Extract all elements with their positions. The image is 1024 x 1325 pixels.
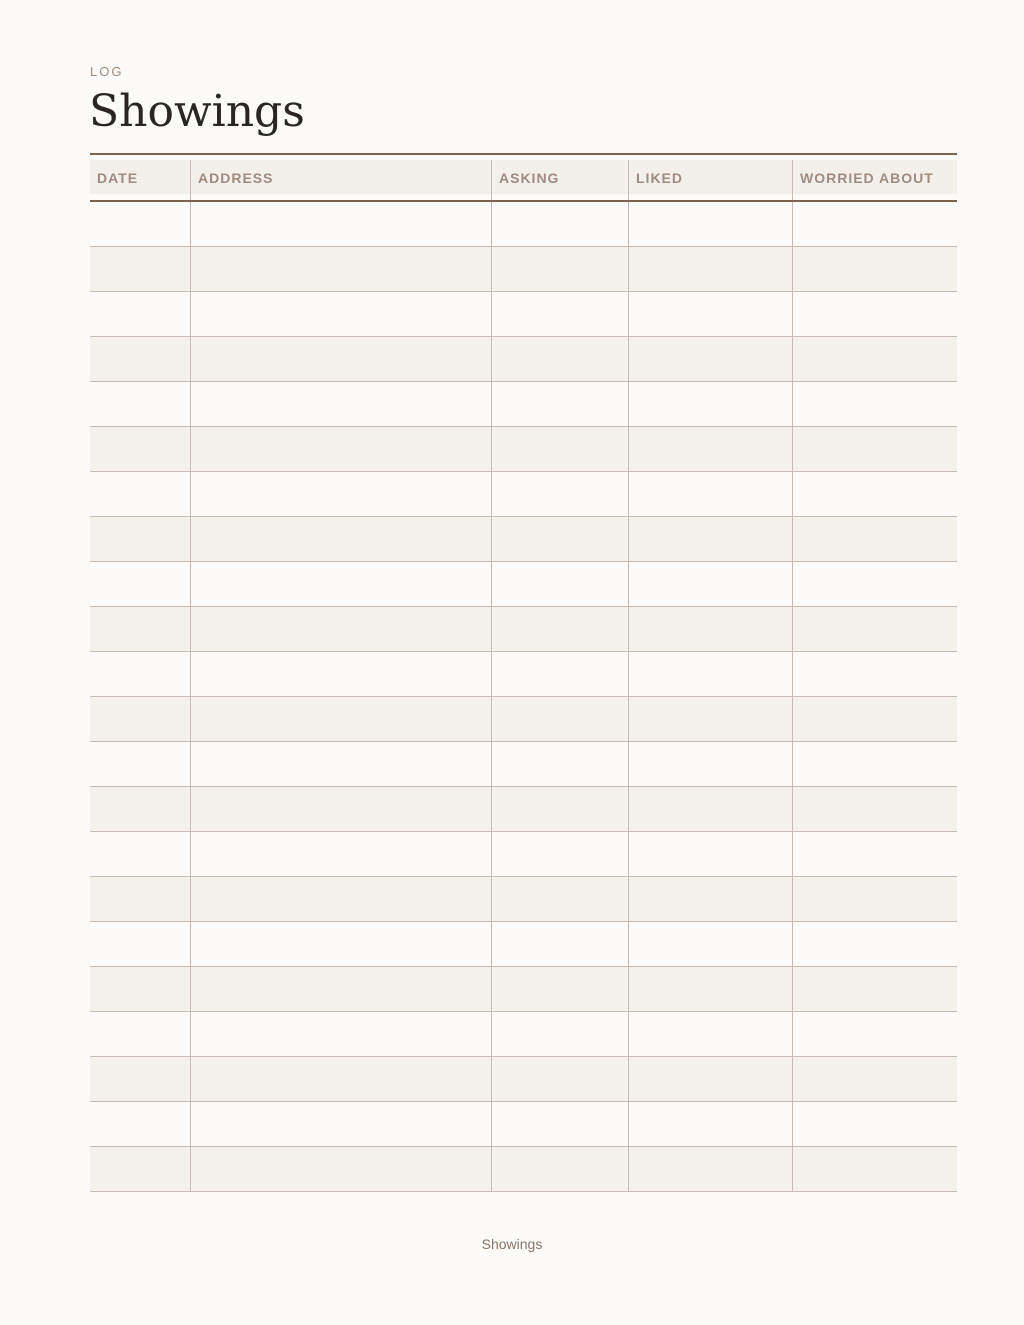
cell-worried-about[interactable] xyxy=(792,607,957,651)
column-header-asking: ASKING xyxy=(491,160,628,200)
table-row xyxy=(90,427,957,472)
cell-address[interactable] xyxy=(190,697,491,741)
cell-address[interactable] xyxy=(190,562,491,606)
cell-liked[interactable] xyxy=(628,292,792,336)
cell-date[interactable] xyxy=(90,247,190,291)
cell-asking[interactable] xyxy=(491,247,628,291)
cell-address[interactable] xyxy=(190,742,491,786)
cell-asking[interactable] xyxy=(491,697,628,741)
cell-date[interactable] xyxy=(90,562,190,606)
cell-worried-about[interactable] xyxy=(792,427,957,471)
cell-worried-about[interactable] xyxy=(792,337,957,381)
cell-asking[interactable] xyxy=(491,832,628,876)
table-row xyxy=(90,922,957,967)
cell-liked[interactable] xyxy=(628,337,792,381)
cell-address[interactable] xyxy=(190,427,491,471)
cell-liked[interactable] xyxy=(628,832,792,876)
table-row xyxy=(90,742,957,787)
title-divider xyxy=(90,153,957,155)
cell-asking[interactable] xyxy=(491,1147,628,1191)
cell-asking[interactable] xyxy=(491,562,628,606)
cell-worried-about[interactable] xyxy=(792,652,957,696)
cell-worried-about[interactable] xyxy=(792,742,957,786)
cell-date[interactable] xyxy=(90,472,190,516)
cell-address[interactable] xyxy=(190,337,491,381)
cell-address[interactable] xyxy=(190,1147,491,1191)
table-row xyxy=(90,607,957,652)
showings-table xyxy=(90,160,957,1192)
cell-date[interactable] xyxy=(90,292,190,336)
cell-address[interactable] xyxy=(190,832,491,876)
cell-date[interactable] xyxy=(90,517,190,561)
cell-asking[interactable] xyxy=(491,1057,628,1101)
cell-date[interactable] xyxy=(90,337,190,381)
cell-date[interactable] xyxy=(90,697,190,741)
cell-worried-about[interactable] xyxy=(792,292,957,336)
table-row xyxy=(90,382,957,427)
cell-address[interactable] xyxy=(190,247,491,291)
cell-date[interactable] xyxy=(90,607,190,651)
table-row xyxy=(90,697,957,742)
column-header-date: DATE xyxy=(97,170,139,186)
cell-liked[interactable] xyxy=(628,652,792,696)
cell-worried-about[interactable] xyxy=(792,247,957,291)
column-header-liked: LIKED xyxy=(628,160,792,200)
cell-liked[interactable] xyxy=(628,202,792,246)
cell-address[interactable] xyxy=(190,1057,491,1101)
cell-address[interactable] xyxy=(190,382,491,426)
cell-address[interactable] xyxy=(190,1012,491,1056)
cell-asking[interactable] xyxy=(491,517,628,561)
cell-liked[interactable] xyxy=(628,1012,792,1056)
cell-worried-about[interactable] xyxy=(792,472,957,516)
table-row xyxy=(90,1147,957,1192)
table-row xyxy=(90,292,957,337)
table-header xyxy=(90,160,957,194)
cell-asking[interactable] xyxy=(491,202,628,246)
cell-asking[interactable] xyxy=(491,652,628,696)
cell-worried-about[interactable] xyxy=(792,697,957,741)
table-row xyxy=(90,472,957,517)
cell-liked[interactable] xyxy=(628,562,792,606)
cell-address[interactable] xyxy=(190,1102,491,1146)
cell-date[interactable] xyxy=(90,967,190,1011)
cell-date[interactable] xyxy=(90,877,190,921)
cell-date[interactable] xyxy=(90,382,190,426)
cell-liked[interactable] xyxy=(628,247,792,291)
cell-asking[interactable] xyxy=(491,1012,628,1056)
table-row xyxy=(90,337,957,382)
cell-worried-about[interactable] xyxy=(792,1147,957,1191)
cell-date[interactable] xyxy=(90,787,190,831)
cell-address[interactable] xyxy=(190,967,491,1011)
cell-liked[interactable] xyxy=(628,1057,792,1101)
cell-worried-about[interactable] xyxy=(792,967,957,1011)
cell-date[interactable] xyxy=(90,202,190,246)
page-title: Showings xyxy=(89,86,305,137)
cell-address[interactable] xyxy=(190,652,491,696)
cell-date[interactable] xyxy=(90,427,190,471)
cell-address[interactable] xyxy=(190,292,491,336)
cell-liked[interactable] xyxy=(628,517,792,561)
cell-liked[interactable] xyxy=(628,382,792,426)
cell-date[interactable] xyxy=(90,922,190,966)
page-footer: Showings xyxy=(481,1236,543,1252)
cell-date[interactable] xyxy=(90,652,190,696)
table-row xyxy=(90,877,957,922)
table-body xyxy=(90,202,957,1192)
cell-liked[interactable] xyxy=(628,742,792,786)
cell-liked[interactable] xyxy=(628,427,792,471)
cell-date[interactable] xyxy=(90,1147,190,1191)
cell-liked[interactable] xyxy=(628,922,792,966)
cell-liked[interactable] xyxy=(628,1102,792,1146)
cell-worried-about[interactable] xyxy=(792,202,957,246)
column-header-address: ADDRESS xyxy=(190,160,491,200)
table-row xyxy=(90,517,957,562)
cell-worried-about[interactable] xyxy=(792,832,957,876)
cell-address[interactable] xyxy=(190,877,491,921)
cell-worried-about[interactable] xyxy=(792,1057,957,1101)
cell-worried-about[interactable] xyxy=(792,1102,957,1146)
cell-asking[interactable] xyxy=(491,1102,628,1146)
table-row xyxy=(90,1057,957,1102)
table-row xyxy=(90,202,957,247)
cell-worried-about[interactable] xyxy=(792,1012,957,1056)
cell-date[interactable] xyxy=(90,1102,190,1146)
cell-asking[interactable] xyxy=(491,787,628,831)
table-row xyxy=(90,967,957,1012)
cell-asking[interactable] xyxy=(491,472,628,516)
cell-liked[interactable] xyxy=(628,472,792,516)
cell-address[interactable] xyxy=(190,607,491,651)
cell-address[interactable] xyxy=(190,517,491,561)
cell-asking[interactable] xyxy=(491,607,628,651)
section-eyebrow: LOG xyxy=(90,64,124,79)
table-row xyxy=(90,247,957,292)
cell-asking[interactable] xyxy=(491,337,628,381)
cell-liked[interactable] xyxy=(628,607,792,651)
cell-asking[interactable] xyxy=(491,382,628,426)
cell-worried-about[interactable] xyxy=(792,382,957,426)
table-row xyxy=(90,562,957,607)
cell-liked[interactable] xyxy=(628,697,792,741)
cell-address[interactable] xyxy=(190,472,491,516)
cell-asking[interactable] xyxy=(491,922,628,966)
cell-date[interactable] xyxy=(90,742,190,786)
cell-liked[interactable] xyxy=(628,787,792,831)
cell-liked[interactable] xyxy=(628,1147,792,1191)
cell-address[interactable] xyxy=(190,787,491,831)
cell-date[interactable] xyxy=(90,1012,190,1056)
cell-worried-about[interactable] xyxy=(792,787,957,831)
table-row xyxy=(90,1102,957,1147)
cell-address[interactable] xyxy=(190,922,491,966)
cell-date[interactable] xyxy=(90,1057,190,1101)
cell-address[interactable] xyxy=(190,202,491,246)
cell-worried-about[interactable] xyxy=(792,922,957,966)
cell-worried-about[interactable] xyxy=(792,877,957,921)
column-header-worried-about: WORRIED ABOUT xyxy=(792,160,957,200)
cell-asking[interactable] xyxy=(491,427,628,471)
table-row xyxy=(90,652,957,697)
cell-asking[interactable] xyxy=(491,292,628,336)
table-row xyxy=(90,832,957,877)
cell-asking[interactable] xyxy=(491,877,628,921)
cell-asking[interactable] xyxy=(491,967,628,1011)
cell-asking[interactable] xyxy=(491,742,628,786)
cell-worried-about[interactable] xyxy=(792,517,957,561)
table-row xyxy=(90,787,957,832)
cell-worried-about[interactable] xyxy=(792,562,957,606)
cell-liked[interactable] xyxy=(628,877,792,921)
cell-date[interactable] xyxy=(90,832,190,876)
table-row xyxy=(90,1012,957,1057)
cell-liked[interactable] xyxy=(628,967,792,1011)
